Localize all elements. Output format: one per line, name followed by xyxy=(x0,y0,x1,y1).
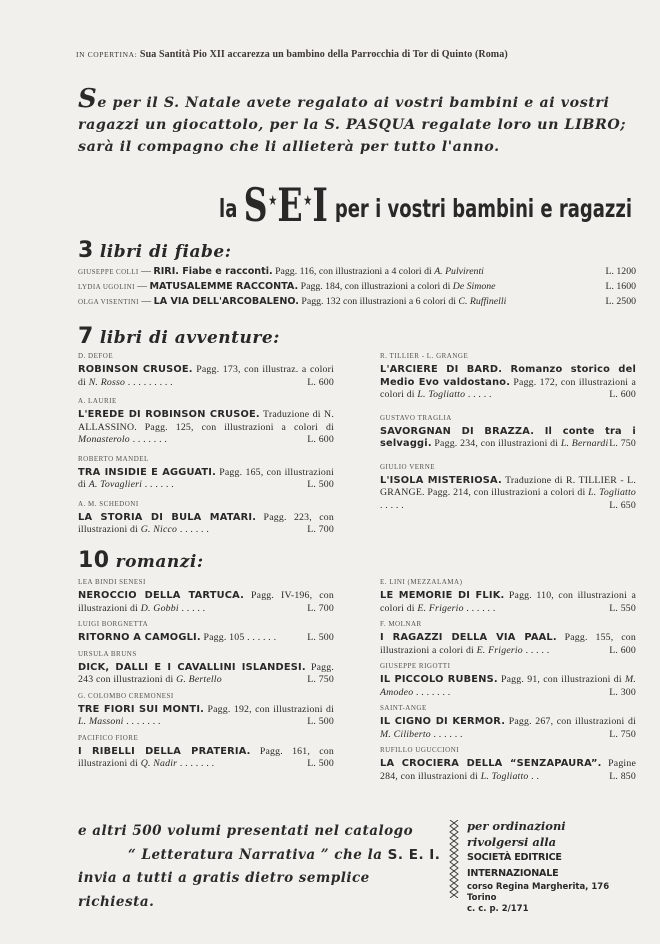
book-entry xyxy=(380,746,636,783)
book-title: L'ISOLA MISTERIOSA. xyxy=(380,474,502,486)
book-illustrator: G. Bertello xyxy=(176,674,222,685)
book-price: L. 700 xyxy=(307,602,334,614)
book-row: GIUSEPPE COLLI — RIRI. Fiabe e racconti. Pagg. 116, con illustrazioni a 4 colori di A. Pulvirenti L. 1200 xyxy=(78,266,636,277)
book-price: L. 500 xyxy=(307,758,334,769)
book-author: LYDIA UGOLINI xyxy=(78,283,135,291)
book-title: I RIBELLI DELLA PRATERIA. xyxy=(78,745,251,757)
book-entry xyxy=(78,650,334,687)
section-count: 7 xyxy=(78,324,94,349)
book-description: Pagg. 105 xyxy=(203,632,245,643)
section-heading-romanzi xyxy=(78,548,204,573)
book-entry xyxy=(380,704,636,741)
book-description: Pagg. IV-196, con illustrazioni di xyxy=(78,590,334,614)
book-price: L. 650 xyxy=(609,499,636,511)
book-illustrator: G. Nicco xyxy=(140,524,178,535)
book-title: IL CIGNO DI KERMOR. xyxy=(380,716,506,727)
book-body xyxy=(78,467,334,492)
book-price: L. 500 xyxy=(307,479,334,490)
intro-paragraph xyxy=(78,84,638,158)
leader-dots: . . . . . . . . . xyxy=(127,376,173,388)
book-price: L. 2500 xyxy=(605,296,636,307)
book-title: LA STORIA DI BULA MATARI. xyxy=(78,511,257,523)
leader-dots: . . . . . . . xyxy=(132,434,168,445)
book-body xyxy=(78,632,334,645)
star-icon: ★ xyxy=(268,193,278,209)
intro-line-1: e per il S. Natale avete regalato ai vostri bambini e ai vostri xyxy=(97,95,610,111)
book-author: D. DEFOE xyxy=(78,352,114,360)
book-title: RITORNO A CAMOGLI. xyxy=(78,632,201,643)
book-title: LE MEMORIE DI FLIK. xyxy=(380,590,505,601)
book-description: Pagg. 267, con illustrazioni di xyxy=(508,716,636,727)
book-description: Pagine 284, con illustrazioni di xyxy=(380,758,636,782)
book-price: L. 300 xyxy=(609,686,636,698)
catalog-line-1: e altri 500 volumi presentati nel catalogo xyxy=(78,823,414,839)
book-illustrator: De Simone xyxy=(452,281,496,292)
order-ccp: c. c. p. 2/171 xyxy=(467,904,529,914)
slogan-s: S xyxy=(243,178,269,232)
book-description: Pagg. 243 con illustrazioni di xyxy=(78,661,334,685)
romanzi-right-column xyxy=(380,578,636,788)
book-title: SAVORGNAN DI BRAZZA. Il conte tra i selvaggi. xyxy=(380,425,636,449)
book-illustrator: E. Frigerio xyxy=(476,644,523,656)
book-entry xyxy=(78,692,334,729)
book-illustrator: M. Ciliberto xyxy=(380,728,431,740)
book-description: Pagg. 132 con illustrazioni a 6 colori di xyxy=(301,296,456,307)
avventure-right-column xyxy=(380,352,636,524)
book-title: LA CROCIERA DELLA “SENZAPAURA”. xyxy=(380,758,602,769)
book-body xyxy=(78,512,334,537)
book-body xyxy=(78,409,334,447)
book-description: Pagg. 184, con illustrazioni a colori di xyxy=(300,281,451,292)
cover-label: IN COPERTINA: xyxy=(76,50,138,59)
order-line-2: rivolgersi alla xyxy=(467,835,557,849)
book-entry xyxy=(78,500,334,537)
book-entry xyxy=(78,734,334,771)
book-author: PACIFICO FIORE xyxy=(78,733,139,742)
leader-dots: . . . . . xyxy=(181,602,206,614)
book-description: Pagg. 172, con illustrazioni a colori di xyxy=(380,376,636,400)
book-entry xyxy=(380,352,636,402)
catalog-line-3: invia a tutti a gratis dietro semplice richiesta. xyxy=(78,870,370,910)
book-illustrator: D. Gobbi xyxy=(140,602,179,614)
book-author: G. COLOMBO CREMONESI xyxy=(78,691,174,700)
book-entry xyxy=(380,620,636,657)
book-author: URSULA BRUNS xyxy=(78,649,137,658)
book-price: L. 1600 xyxy=(605,281,636,292)
book-entry xyxy=(78,352,334,389)
book-entry xyxy=(78,578,334,615)
book-entry xyxy=(380,463,636,513)
slogan-la: la xyxy=(219,194,238,223)
cover-text: Sua Santità Pio XII accarezza un bambino della Parrocchia di Tor di Quinto (Roma) xyxy=(139,49,508,60)
book-price: L. 600 xyxy=(307,376,334,388)
leader-dots: . . . . . xyxy=(525,644,550,656)
book-author: A. LAURIE xyxy=(78,397,117,405)
book-illustrator: L. Bernardi xyxy=(560,438,609,449)
book-author: GIUSEPPE COLLI xyxy=(78,268,139,276)
book-body xyxy=(380,632,636,657)
order-street: corso Regina Margherita, 176 xyxy=(467,882,610,892)
intro-initial: S xyxy=(78,84,98,114)
book-description: Pagg. 116, con illustrazioni a 4 colori di xyxy=(275,266,432,277)
book-title: I RAGAZZI DELLA VIA PAAL. xyxy=(380,632,557,643)
book-body xyxy=(78,662,334,687)
book-illustrator: E. Frigerio xyxy=(417,602,464,614)
book-author: R. TILLIER - L. GRANGE xyxy=(380,352,469,360)
book-price: L. 550 xyxy=(609,602,636,614)
slogan-rest: per i vostri bambini e ragazzi xyxy=(334,194,632,223)
book-title: DICK, DALLI E I CAVALLINI ISLANDESI. xyxy=(78,661,306,673)
book-description: Pagg. 155, con illustrazioni a colori di xyxy=(380,632,636,656)
book-description: Traduzione di N. ALLASSINO. Pagg. 125, con illustrazioni a colori di xyxy=(78,409,334,433)
book-author: A. M. SCHEDONI xyxy=(78,499,139,508)
book-author: F. MOLNAR xyxy=(380,620,422,628)
book-illustrator: A. Pulvirenti xyxy=(434,266,484,277)
section-heading-fiabe xyxy=(78,238,231,263)
slogan-i: I xyxy=(312,178,329,232)
leader-dots: . . . . . . xyxy=(466,602,496,614)
book-description: Traduzione di R. TILLIER - L. GRANGE. Pagg. 214, con illustrazioni a colori di xyxy=(380,474,636,498)
intro-line-2: ragazzi un giocattolo, per la S. PASQUA regalate loro un LIBRO; xyxy=(78,117,627,133)
book-body xyxy=(78,704,334,729)
book-entry xyxy=(78,620,334,645)
book-author: RUFILLO UGUCCIONI xyxy=(380,746,460,754)
book-title: NEROCCIO DELLA TARTUCA. xyxy=(78,590,245,601)
book-illustrator: N. Rosso xyxy=(88,376,126,388)
book-body xyxy=(380,364,636,402)
book-body xyxy=(380,758,636,783)
book-author: E. LINI (MEZZALAMA) xyxy=(380,578,463,586)
book-illustrator: A. Tovaglieri xyxy=(88,479,143,490)
ornamental-divider xyxy=(448,820,460,898)
leader-dots: . . . . . xyxy=(380,499,404,511)
leader-dots: . . xyxy=(531,770,540,782)
avventure-left-column xyxy=(78,352,334,545)
book-title: IL PICCOLO RUBENS. xyxy=(380,674,498,685)
book-title: RIRI. Fiabe e racconti. xyxy=(153,266,273,277)
leader-dots: . . . . . . xyxy=(144,479,174,490)
slogan-e: E xyxy=(277,178,304,232)
section-label: libri di fiabe: xyxy=(99,242,232,262)
book-price: L. 600 xyxy=(609,389,636,400)
section-heading-avventure xyxy=(78,324,280,349)
book-body xyxy=(380,475,636,513)
book-title: L'ARCIERE DI BARD. Romanzo storico del Medio Evo valdostano. xyxy=(380,364,636,388)
book-description: Pagg. 91, con illustrazioni di xyxy=(500,674,622,685)
book-entry xyxy=(78,455,334,492)
book-author: ROBERTO MANDEL xyxy=(78,454,149,463)
book-title: ROBINSON CRUSOE. xyxy=(78,364,193,375)
book-price: L. 600 xyxy=(609,644,636,656)
section-label: libri di avventure: xyxy=(99,328,280,348)
book-entry xyxy=(380,662,636,699)
book-description: Pagg. 161, con illustrazioni di xyxy=(78,745,334,769)
book-description: Pagg. 223, con illustrazioni di xyxy=(78,511,335,535)
book-description: Pagg. 165, con illustrazioni di xyxy=(78,466,334,490)
book-price: L. 600 xyxy=(307,434,334,445)
book-illustrator: L. Togliatto xyxy=(588,487,636,498)
book-price: L. 850 xyxy=(609,770,636,782)
book-price: L. 750 xyxy=(609,438,636,449)
book-body xyxy=(78,746,334,771)
leader-dots: . . . . . xyxy=(467,389,492,400)
book-row: LYDIA UGOLINI — MATUSALEMME RACCONTA. Pagg. 184, con illustrazioni a colori di De Simone L. 1600 xyxy=(78,281,636,292)
book-body xyxy=(380,426,636,451)
book-author: SAINT-ANGE xyxy=(380,704,427,712)
book-illustrator: C. Ruffinelli xyxy=(458,296,507,307)
book-description: Pagg. 173, con illustraz. a colori di xyxy=(78,364,335,388)
book-title: LA VIA DELL'ARCOBALENO. xyxy=(153,296,299,307)
leader-dots: . . . . . . xyxy=(247,632,277,643)
book-illustrator: M. Amodeo xyxy=(380,674,637,698)
book-entry xyxy=(380,414,636,451)
book-row: OLGA VISENTINI — LA VIA DELL'ARCOBALENO. Pagg. 132 con illustrazioni a 6 colori di C. Ruffinelli L. 2500 xyxy=(78,296,636,307)
leader-dots: . . . . . . xyxy=(179,524,209,535)
cover-caption xyxy=(76,49,508,60)
catalog-line-2: “ Letteratura Narrativa ” che la xyxy=(128,846,383,863)
book-title: MATUSALEMME RACCONTA. xyxy=(149,281,299,292)
book-description: Pagg. 110, con illustrazioni a colori di xyxy=(380,590,636,614)
catalog-note xyxy=(78,820,448,914)
book-author: LUIGI BORGNETTA xyxy=(78,620,149,628)
book-body xyxy=(380,590,636,615)
book-description: Pagg. 192, con illustrazioni di xyxy=(207,703,334,715)
book-title: L'EREDE DI ROBINSON CRUSOE. xyxy=(78,409,260,420)
book-author: OLGA VISENTINI xyxy=(78,298,139,306)
book-price: L. 500 xyxy=(307,632,334,643)
romanzi-left-column xyxy=(78,578,334,776)
section-count: 3 xyxy=(78,238,94,263)
leader-dots: . . . . . . xyxy=(433,728,463,740)
sei-slogan xyxy=(177,178,632,232)
leader-dots: . . . . . . . xyxy=(179,758,215,769)
book-price: L. 500 xyxy=(307,716,334,727)
book-body xyxy=(78,364,334,389)
leader-dots: . . . . . . . xyxy=(415,686,451,698)
book-title: TRA INSIDIE E AGGUATI. xyxy=(78,466,217,478)
book-illustrator: L. Togliatto xyxy=(480,770,529,782)
section-label: romanzi: xyxy=(115,552,204,572)
book-description: Pagg. 234, con illustrazioni di xyxy=(434,438,559,449)
book-illustrator: Q. Nadir xyxy=(140,758,178,769)
book-author: GUSTAVO TRAGLIA xyxy=(380,413,452,422)
leader-dots: . . . . . . . xyxy=(126,716,161,727)
book-body xyxy=(380,674,636,699)
book-title: TRE FIORI SUI MONTI. xyxy=(78,703,205,715)
book-body xyxy=(380,716,636,741)
book-author: LEA BINDI SENESI xyxy=(78,578,146,586)
book-body xyxy=(78,590,334,615)
order-city: Torino xyxy=(467,893,497,903)
book-price: L. 1200 xyxy=(605,266,636,277)
book-price: L. 750 xyxy=(609,728,636,740)
book-entry xyxy=(78,397,334,447)
book-illustrator: L. Togliatto xyxy=(417,389,466,400)
book-author: GIUSEPPE RIGOTTI xyxy=(380,662,451,670)
order-line-1: per ordinazioni xyxy=(467,819,566,833)
book-entry xyxy=(380,578,636,615)
intro-line-3: sarà il compagno che li allieterà per tutto l'anno. xyxy=(78,139,500,155)
book-illustrator: Monasterolo xyxy=(78,434,130,445)
order-company: SOCIETÀ EDITRICE INTERNAZIONALE xyxy=(467,852,562,879)
book-illustrator: L. Massoni xyxy=(78,716,124,727)
book-price: L. 700 xyxy=(307,524,334,535)
order-info xyxy=(467,818,647,915)
catalog-sei: S. E. I. xyxy=(387,846,441,863)
star-icon: ★ xyxy=(303,193,313,209)
section-count: 10 xyxy=(78,548,110,573)
book-author: GIULIO VERNE xyxy=(380,462,436,471)
book-price: L. 750 xyxy=(307,674,334,685)
